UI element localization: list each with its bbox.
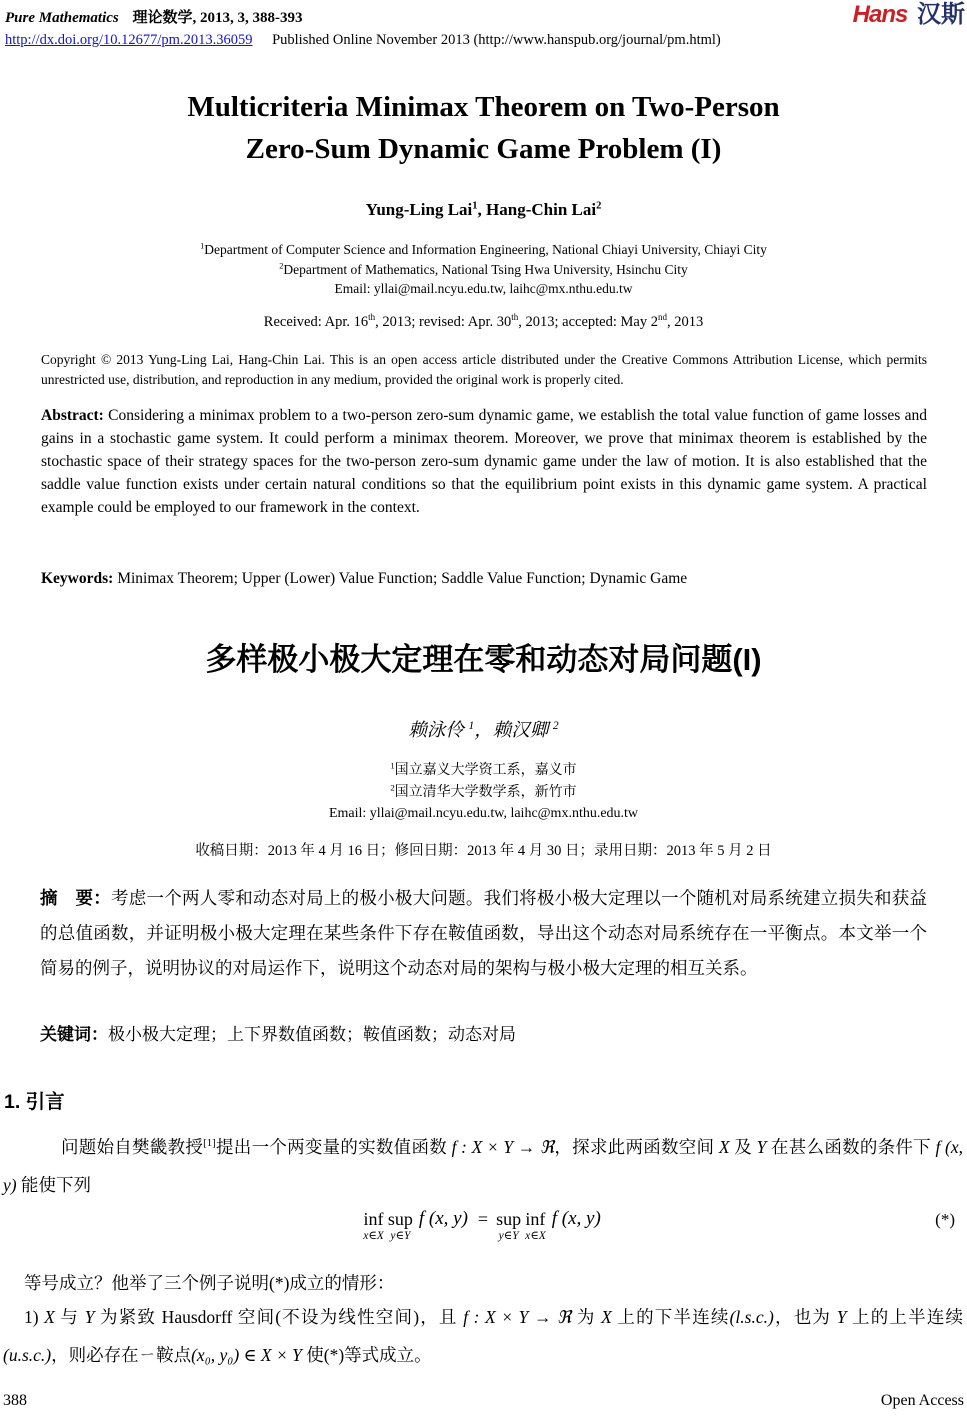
chinese-dates-line: 收稿日期：2013 年 4 月 16 日；修回日期：2013 年 4 月 30 日；录用日期：2013 年 5 月 2 日 [195, 843, 772, 859]
chinese-abstract-text: 考虑一个两人零和动态对局上的极小极大问题。我们将极小极大定理以一个随机对局系统建立损失和获益的总值函数，并证明极小极大定理在某些条件下存在鞍值函数，导出这个动态对局系统存在一平衡点。本文举一个简易的例子，说明协议的对局运作下，说明这个动态对局的架构与极小极大定理的相互关系。 [40, 888, 928, 978]
inf-operator: inf x∈X [363, 1209, 384, 1242]
author-line: Yung-Ling Lai$^1$, Hang-Chin Lai$^2$ [365, 200, 602, 219]
journal-title-line [5, 6, 963, 27]
hans-logo-wordmark: Hans [852, 1, 908, 28]
chinese-affiliation-1: $^1$国立嘉义大学资工系，嘉义市 [390, 760, 577, 778]
copyright-notice: Copyright © 2013 Yung-Ling Lai, Hang-Chin Lai. This is an open access article distributed under the Creative Commons Attribution License, which permits unrestricted use, distribution, and reproduction in any medium, provided the original work is properly cited. [41, 352, 927, 387]
section-heading-introduction: 1. 引言 [4, 1091, 65, 1113]
keywords-text: Minimax Theorem; Upper (Lower) Value Function; Saddle Value Function; Dynamic Game [113, 570, 688, 587]
paragraph-equality-question: 等号成立？他举了三个例子说明(*)成立的情形： [24, 1273, 395, 1293]
chinese-affiliation-2: $^2$国立清华大学数学系，新竹市 [390, 781, 577, 800]
received-dates-line: Received: Apr. 16th, 2013; revised: Apr. 30th, 2013; accepted: May 2nd, 2013 [263, 312, 704, 330]
journal-title-zh: 理论数学, 2013, 3, 388-393 [132, 10, 303, 26]
chinese-abstract-paragraph [40, 881, 927, 986]
equation-tag: (*) [935, 1210, 955, 1229]
hans-logo-hanzi: 汉斯 [917, 1, 965, 28]
intro-paragraph: 问题始自樊畿教授[1]提出一个两变量的实数值函数 f : X × Y → ℜ，探求此两函数空间 X 及 Y 在甚么函数的条件下 f (x, y) 能使下列 [3, 1137, 964, 1195]
header-doi-line [5, 32, 963, 49]
sup-operator: sup y∈Y [387, 1209, 413, 1242]
paper-title-line2: Zero-Sum Dynamic Game Problem (I) [245, 133, 722, 165]
paper-title-line1: Multicriteria Minimax Theorem on Two-Person [187, 91, 780, 123]
email-line: Email: yllai@mail.ncyu.edu.tw, laihc@mx.nthu.edu.tw [334, 281, 633, 296]
open-access-label: Open Access [880, 1392, 964, 1409]
keywords-line [41, 570, 927, 588]
list-item-1: 1) X 与 Y 为紧致 Hausdorff 空间(不设为线性空间)，且 f : X × Y → ℜ 为 X 上的下半连续(l.s.c.)，也为 Y 上的上半连续(u.s.c.)，则必存在ㄧ鞍点(x₀, y₀) ∈ X × Y 使(*)等式成立。 [3, 1307, 964, 1365]
function-argument-right: f (x, y) [551, 1208, 601, 1229]
abstract-label: Abstract: [41, 407, 104, 424]
affiliation-2: $^2$Department of Mathematics, National Tsing Hwa University, Hsinchu City [279, 261, 688, 277]
minimax-formula [3, 1208, 963, 1242]
chinese-keywords-label: 关键词： [40, 1025, 108, 1044]
hans-logo [853, 2, 965, 28]
function-argument-left: f (x, y) [418, 1208, 468, 1229]
abstract-text: Considering a minimax problem to a two-person zero-sum dynamic game, we establish the total value function of game losses and gains in a stochastic game system. It could perform a minimax theorem. Moreover, we prove that minimax theorem is established by the stochastic space of their strategy spaces for the two-person zero-sum dynamic game under the law of motion. It is also established that the saddle value function exists under certain natural conditions so that the equilibrium point exists in this dynamic game system. A practical example could be employed to our framework in the context. [41, 407, 927, 516]
chinese-author-line: 赖泳伶 $^1$，赖汉卿 $^2$ [408, 719, 559, 741]
page-number: 388 [3, 1392, 27, 1409]
journal-title-en: Pure Mathematics [5, 10, 119, 26]
journal-header [5, 6, 963, 49]
published-info: Published Online November 2013 (http://www.hanspub.org/journal/pm.html) [272, 32, 721, 48]
chinese-affiliations [0, 760, 967, 825]
sup-operator-right: sup y∈Y [496, 1209, 522, 1242]
keywords-label: Keywords: [41, 570, 114, 587]
equation-block [3, 1202, 963, 1258]
chinese-abstract-label: 摘 要： [40, 888, 111, 908]
doi-link[interactable]: http://dx.doi.org/10.12677/pm.2013.36059 [5, 32, 253, 48]
affiliation-1: $^1$Department of Computer Science and Information Engineering, National Chiayi University, Chiayi City [200, 241, 767, 257]
inf-operator-right: inf x∈X [525, 1209, 546, 1242]
chinese-keywords-text: 极小极大定理；上下界数值函数；鞍值函数；动态对局 [108, 1025, 516, 1044]
affiliations [0, 240, 967, 299]
abstract-paragraph [41, 404, 927, 519]
paper-title [0, 86, 967, 170]
chinese-email-line: Email: yllai@mail.ncyu.edu.tw, laihc@mx.nthu.edu.tw [328, 806, 639, 821]
chinese-title: 多样极小极大定理在零和动态对局问题(I) [205, 642, 762, 677]
chinese-keywords-line [40, 1020, 927, 1045]
equals-sign: = [477, 1209, 489, 1229]
